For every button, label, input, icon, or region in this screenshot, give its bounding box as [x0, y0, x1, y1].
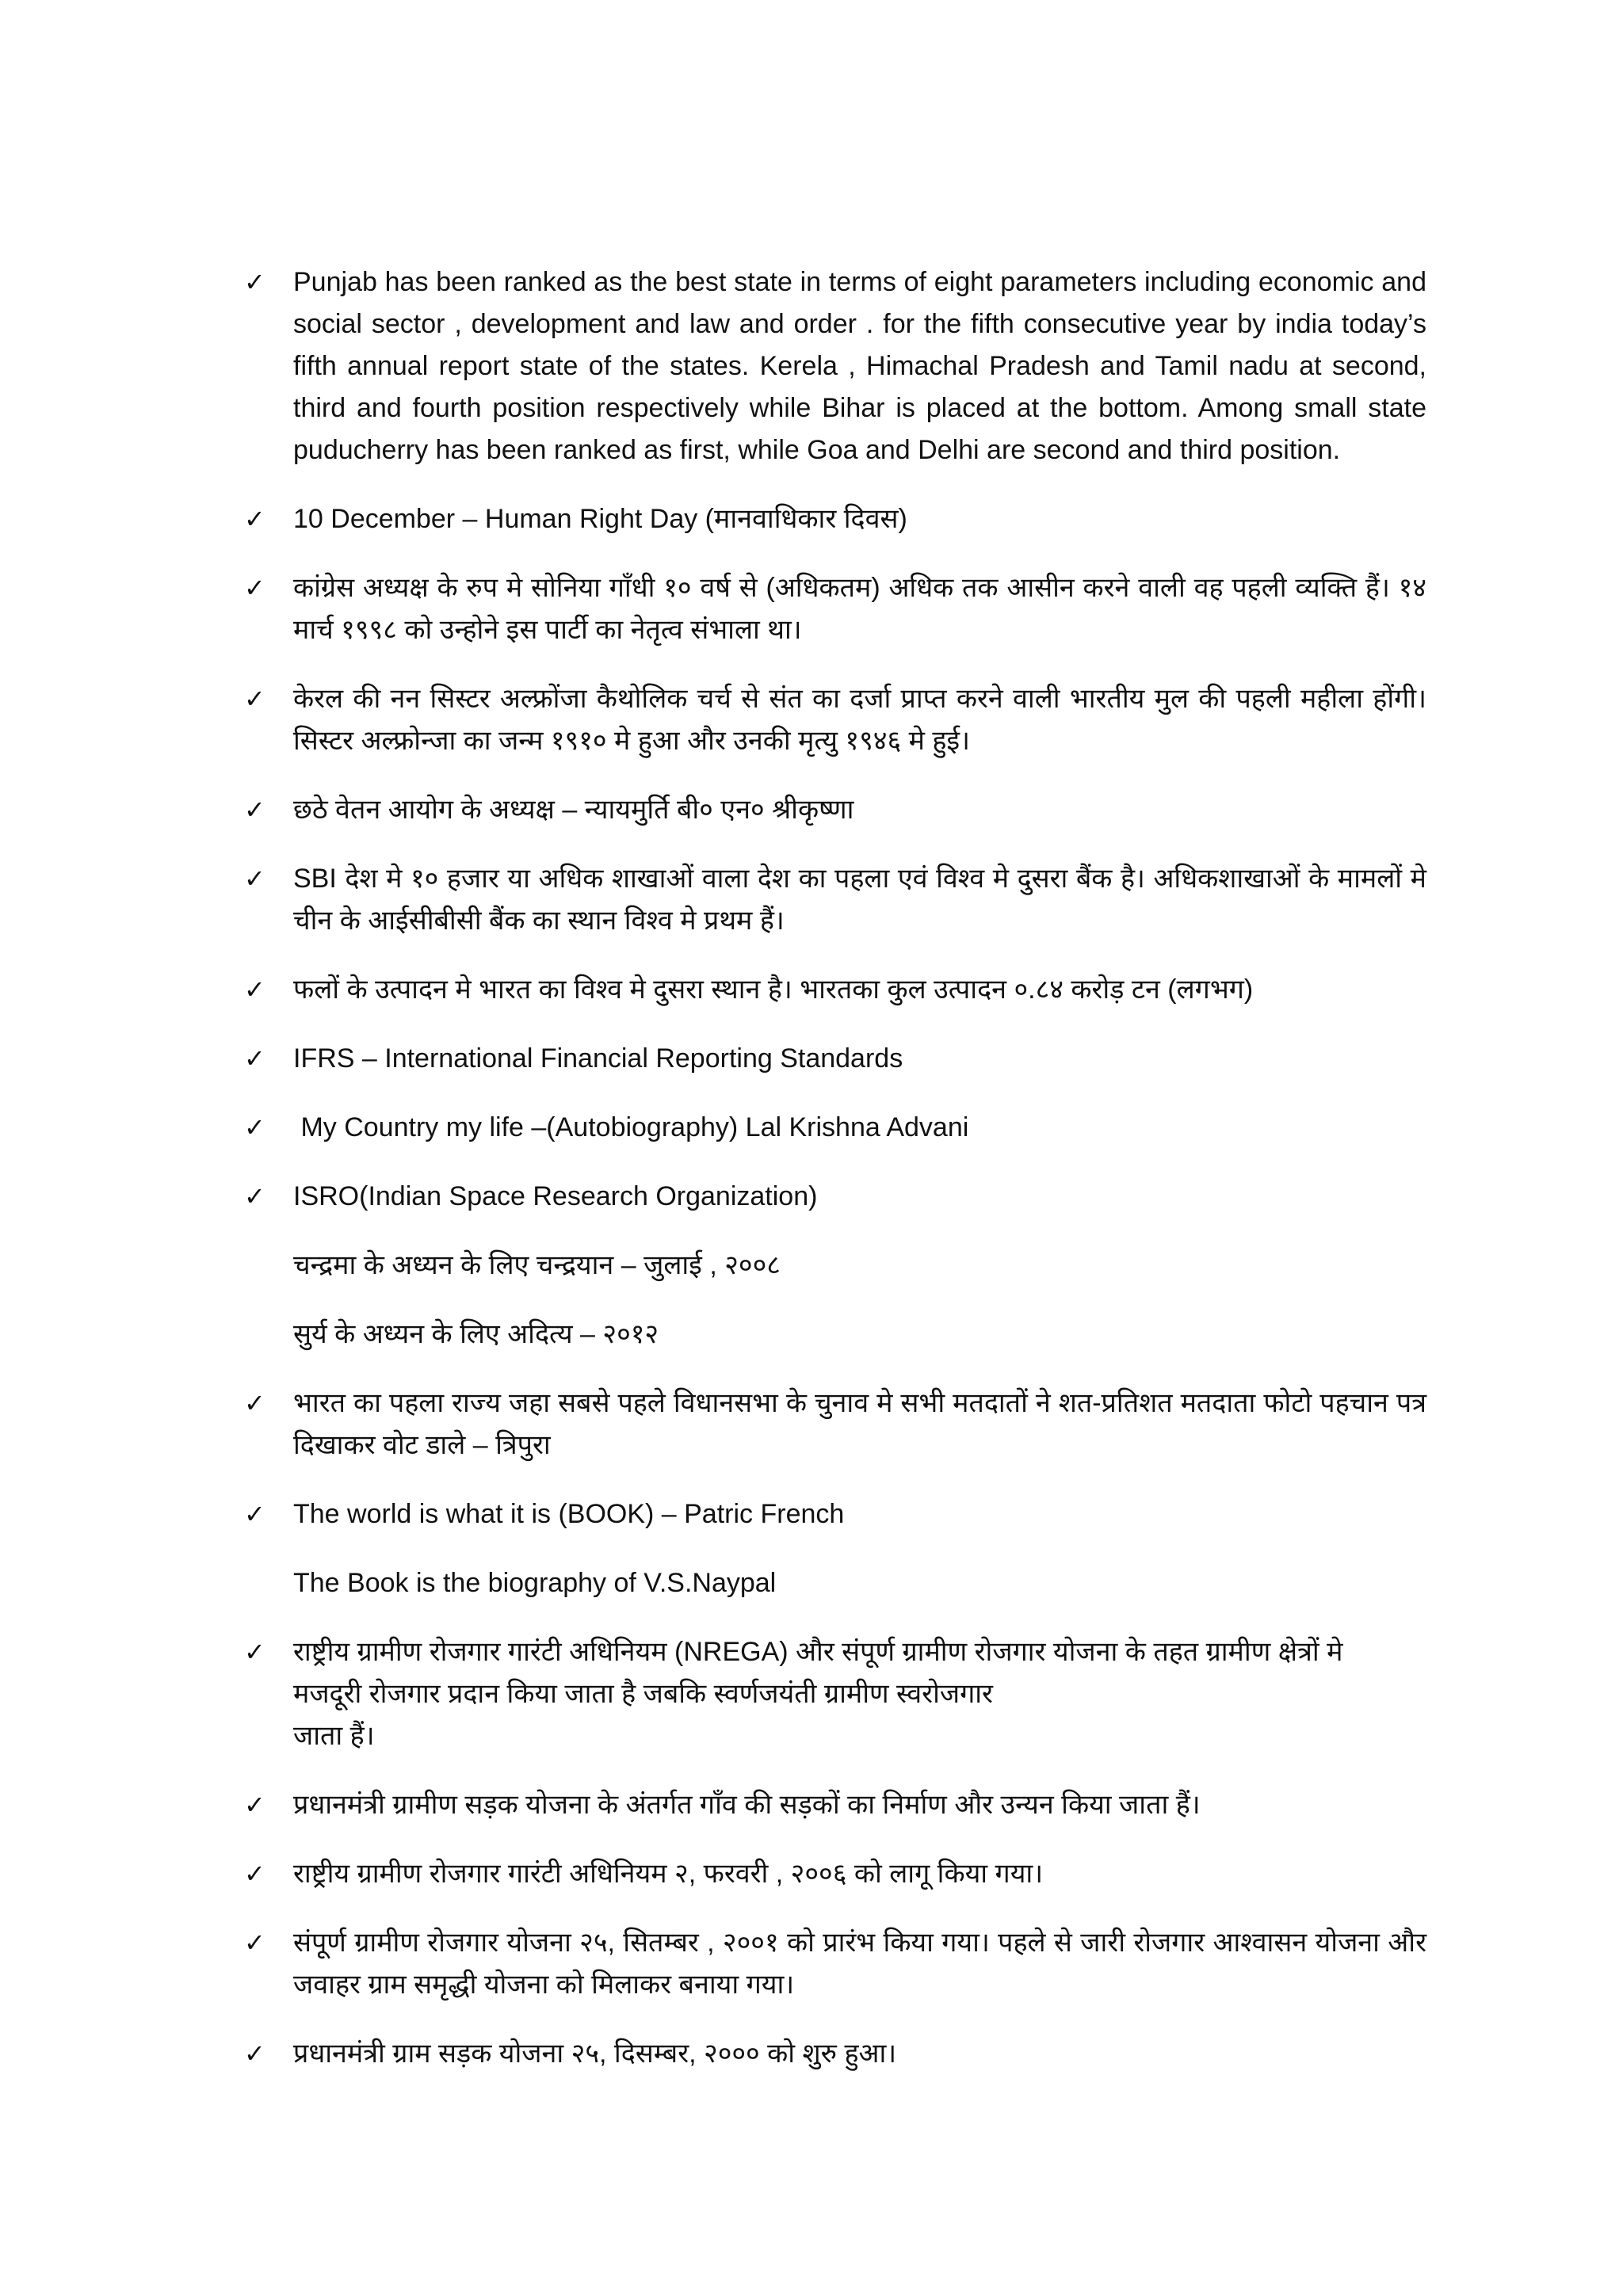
list-item-pay-commission: [244, 789, 1426, 831]
checkmark-icon: ✓: [244, 267, 265, 297]
checkmark-icon: ✓: [244, 1928, 265, 1958]
list-item-text: छठे वेतन आयोग के अध्यक्ष – न्यायमुर्ति बी० एन० श्रीकृष्णा: [293, 795, 854, 825]
checkmark-icon: ✓: [244, 1112, 265, 1142]
list-item-punjab-ranking: [244, 261, 1426, 471]
checkmark-icon: ✓: [244, 1043, 265, 1074]
checkmark-icon: ✓: [244, 684, 265, 714]
list-item-isro: [244, 1176, 1426, 1218]
list-item-ifrs: [244, 1038, 1426, 1080]
list-item-text: IFRS – International Financial Reporting Standards: [293, 1043, 903, 1074]
checkmark-icon: ✓: [244, 1499, 265, 1529]
nrega-line-1: राष्ट्रीय ग्रामीण रोजगार गारंटी अधिनियम (NREGA) और संपूर्ण ग्रामीण रोजगार योजना के तहत ग्रामीण क्षेत्रों मे: [293, 1637, 1343, 1667]
list-item-text: संपूर्ण ग्रामीण रोजगार योजना २५, सितम्बर , २००१ को प्रारंभ किया गया। पहले से जारी रोजगार आश्वासन योजना और जवाहर ग्राम समृद्धी योजना को मिलाकर बनाया गया।: [293, 1928, 1426, 2000]
list-item-sister-alphonsa: [244, 678, 1426, 762]
checkmark-icon: ✓: [244, 1790, 265, 1820]
checkmark-icon: ✓: [244, 864, 265, 894]
list-item-human-right-day: [244, 498, 1426, 540]
list-item-sgry-date: [244, 1922, 1426, 2006]
checkmark-icon: ✓: [244, 2039, 265, 2069]
list-item-text: My Country my life –(Autobiography) Lal Krishna Advani: [293, 1112, 969, 1142]
list-item-pmgsy-date: [244, 2033, 1426, 2075]
nrega-line-3: जाता हैं।: [293, 1721, 375, 1751]
isro-aditya-line: सुर्य के अध्यन के लिए अदित्य – २०१२: [293, 1319, 659, 1349]
naipaul-biography-line: The Book is the biography of V.S.Naypal: [293, 1568, 777, 1598]
list-item-fruit-production: [244, 969, 1426, 1011]
checkmark-icon: ✓: [244, 795, 265, 825]
list-item-text: ISRO(Indian Space Research Organization): [293, 1181, 818, 1211]
list-item-text: प्रधानमंत्री ग्राम सड़क योजना २५, दिसम्बर, २००० को शुरु हुआ।: [293, 2039, 897, 2069]
checkmark-icon: ✓: [244, 974, 265, 1005]
checkmark-icon: ✓: [244, 1637, 265, 1667]
list-item-text: फलों के उत्पादन मे भारत का विश्व मे दुसरा स्थान है। भारतका कुल उत्पादन ०.८४ करोड़ टन (लगभग): [293, 974, 1254, 1005]
list-item-pmgsy-roads: [244, 1784, 1426, 1826]
list-item-nrega-date: [244, 1853, 1426, 1895]
nrega-line-2: मजदूरी रोजगार प्रदान किया जाता है जबकि स्वर्णजयंती ग्रामीण स्वरोजगार: [293, 1679, 993, 1709]
list-item-text: Punjab has been ranked as the best state in terms of eight parameters including economic and social sector , development and law and order . for the fifth consecutive year by india today’s fifth annual report state of the states. Kerela , Himachal Pradesh and Tamil nadu at second, third and fourth position respectively while Bihar is placed at the bottom. Among small state puducherry has been ranked as first, while Goa and Delhi are second and third position.: [293, 267, 1426, 465]
list-item-nrega: [244, 1631, 1426, 1757]
list-item-text: कांग्रेस अध्यक्ष के रुप मे सोनिया गाँधी १० वर्ष से (अधिकतम) अधिक तक आसीन करने वाली वह पहली व्यक्ति हैं। १४ मार्च १९९८ को उन्होने इस पार्टी का नेतृत्व संभाला था।: [293, 573, 1426, 645]
list-item-text: केरल की नन सिस्टर अल्फ्रोंजा कैथोलिक चर्च से संत का दर्जा प्राप्त करने वाली भारतीय मुल की पहली महीला होंगी। सिस्टर अल्फ्रोन्जा का जन्म १९१० मे हुआ और उनकी मृत्यु १९४६ मे हुई।: [293, 684, 1426, 756]
list-item-text: राष्ट्रीय ग्रामीण रोजगार गारंटी अधिनियम २, फरवरी , २००६ को लागू किया गया।: [293, 1859, 1044, 1889]
list-item-text: भारत का पहला राज्य जहा सबसे पहले विधानसभा के चुनाव मे सभी मतदातों ने शत-प्रतिशत मतदाता फोटो पहचान पत्र दिखाकर वोट डाले – त्रिपुरा: [293, 1388, 1426, 1460]
list-item-naipaul-book: [244, 1493, 1426, 1535]
list-item-text: 10 December – Human Right Day (मानवाधिकार दिवस): [293, 504, 907, 534]
list-item-text: The world is what it is (BOOK) – Patric French: [293, 1499, 845, 1529]
list-item-tripura: [244, 1383, 1426, 1466]
checkmark-icon: ✓: [244, 1388, 265, 1418]
list-item-sonia-gandhi: [244, 567, 1426, 651]
isro-chandrayaan-line: चन्द्रमा के अध्यन के लिए चन्द्रयान – जुलाई , २००८: [293, 1250, 781, 1280]
checkmark-icon: ✓: [244, 1181, 265, 1211]
checkmark-icon: ✓: [244, 504, 265, 534]
list-item-advani-book: [244, 1107, 1426, 1149]
list-item-text: प्रधानमंत्री ग्रामीण सड़क योजना के अंतर्गत गाँव की सड़कों का निर्माण और उन्यन किया जाता हैं।: [293, 1790, 1201, 1820]
checkmark-icon: ✓: [244, 573, 265, 603]
checkmark-icon: ✓: [244, 1859, 265, 1889]
list-item-text: SBI देश मे १० हजार या अधिक शाखाओं वाला देश का पहला एवं विश्व मे दुसरा बैंक है। अधिकशाखाओं के मामलों मे चीन के आईसीबीसी बैंक का स्थान विश्व मे प्रथम हैं।: [293, 864, 1426, 936]
list-item-sbi: [244, 858, 1426, 942]
